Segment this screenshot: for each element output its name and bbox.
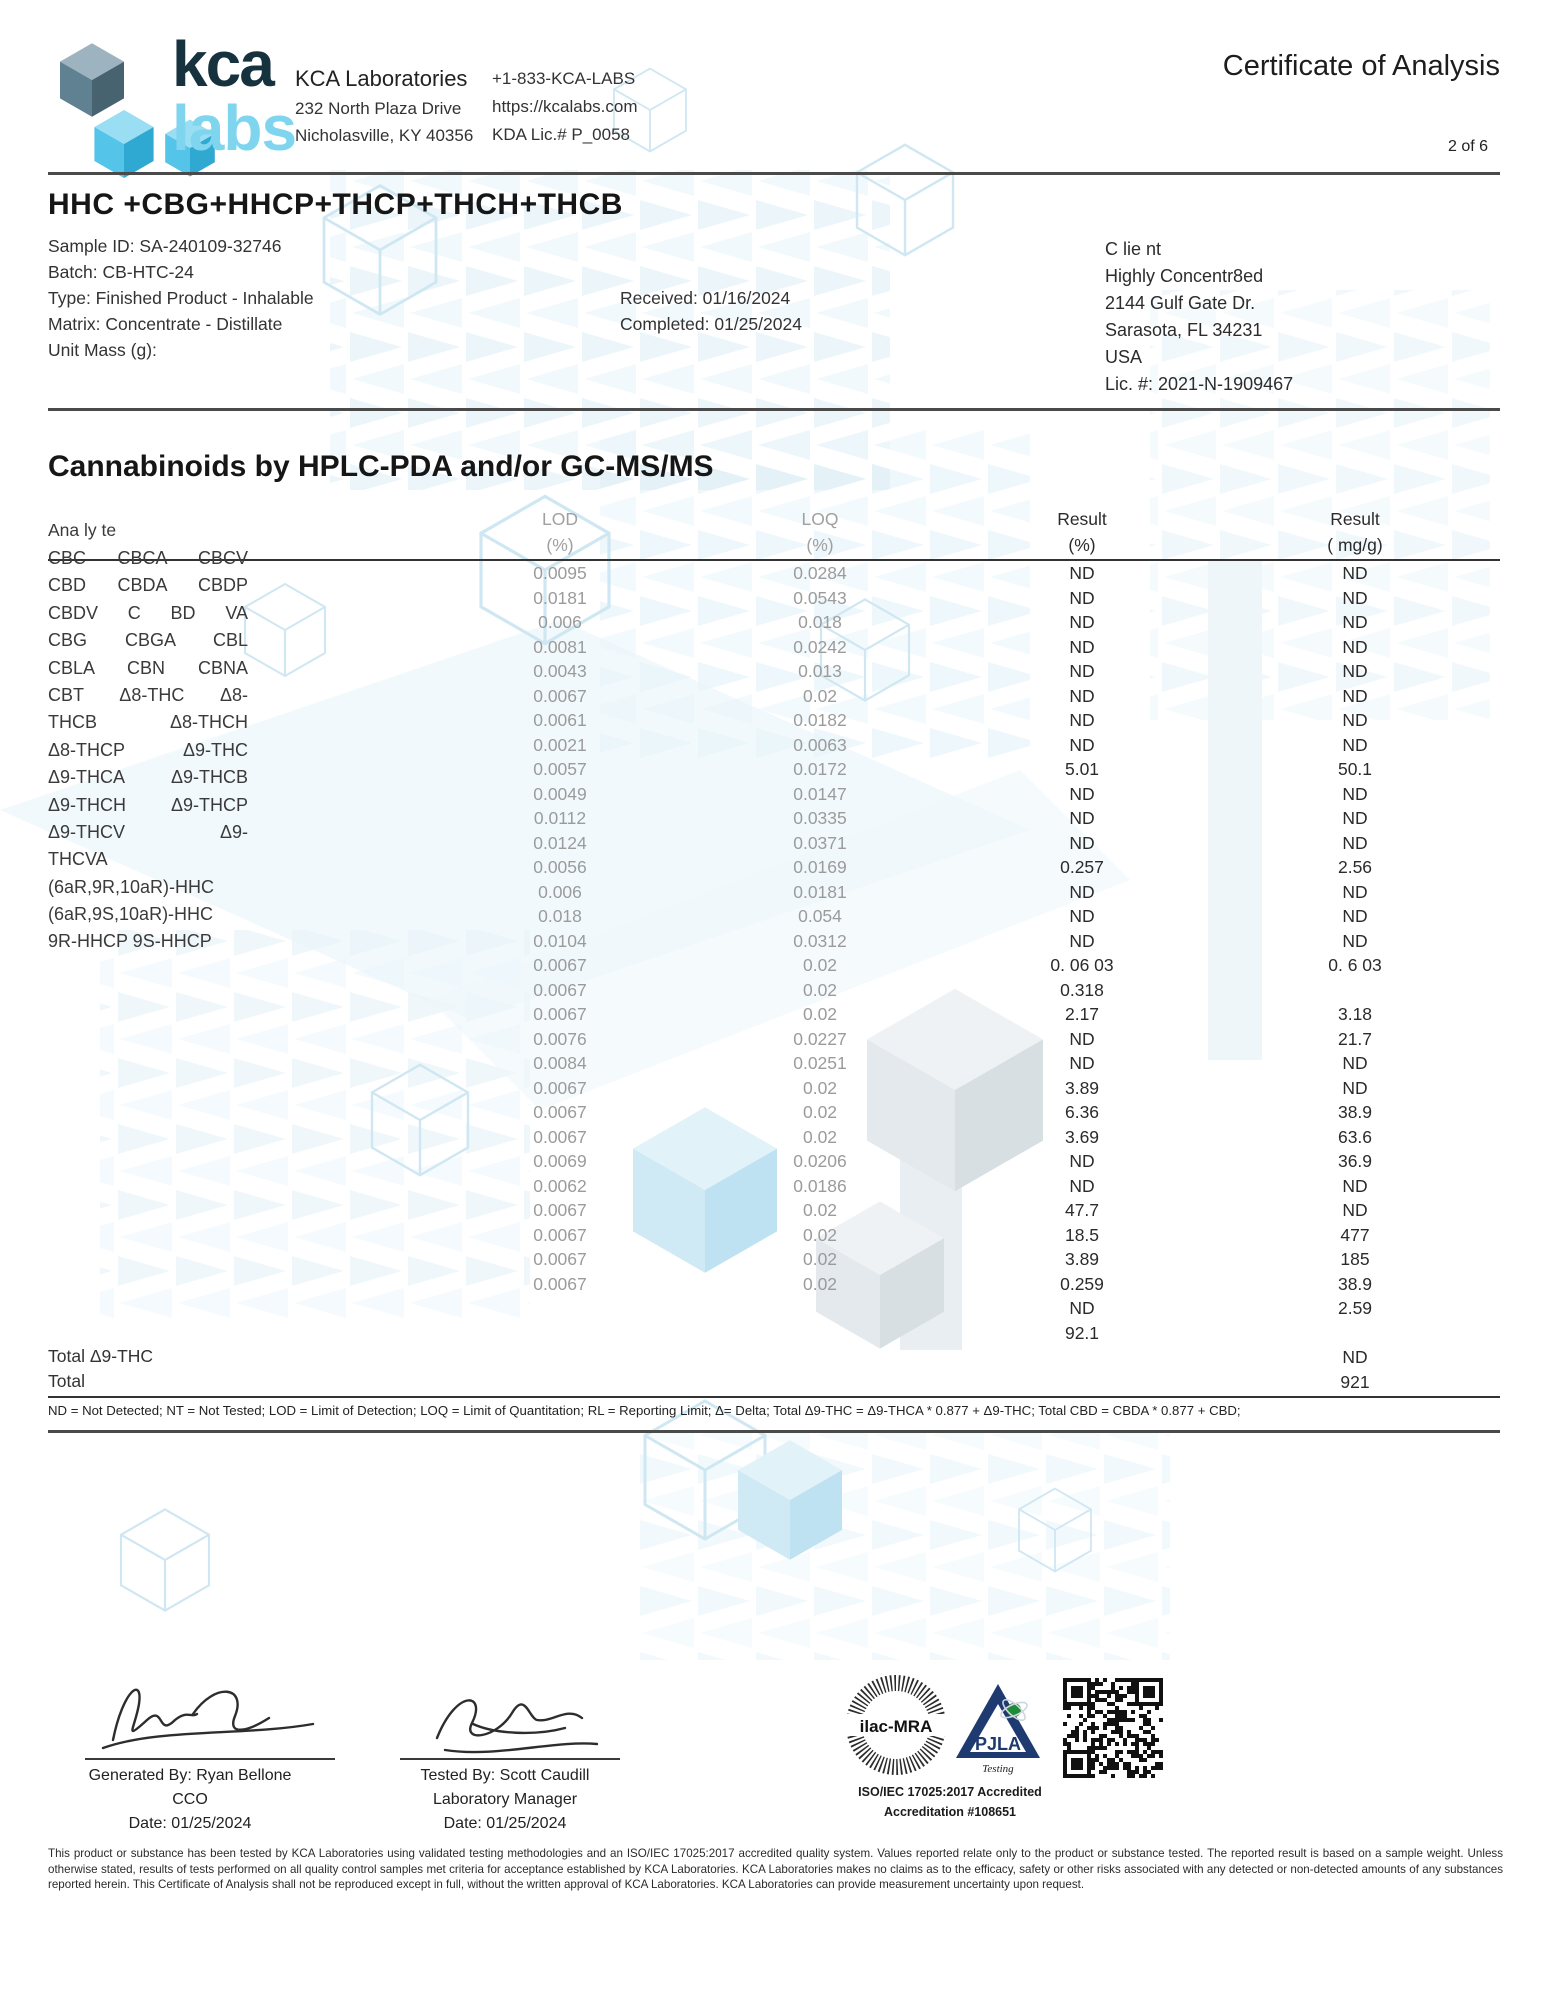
lab-website: https://kcalabs.com (492, 97, 638, 116)
logo-text-kca: kca (172, 28, 273, 100)
result-mgg-value (1285, 978, 1425, 1003)
result-mgg-value: ND (1342, 832, 1368, 853)
result-mgg-value: ND (1342, 808, 1368, 828)
lod-value: 0.0104 (533, 930, 587, 951)
result-pct-unit: (%) (1068, 535, 1096, 555)
loq-value: 0.0335 (793, 808, 847, 828)
client-address-2: Sarasota, FL 34231 (1105, 320, 1263, 340)
total-label: Total (48, 1371, 85, 1391)
result-pct-value: 18.5 (1064, 1224, 1100, 1245)
result-pct-value: 3.89 (1064, 1249, 1100, 1269)
result-mgg-value: ND (1342, 1077, 1368, 1098)
loq-value: 0.0169 (793, 857, 847, 877)
client-country: USA (1105, 347, 1143, 367)
lod-value: 0.0067 (533, 1004, 587, 1024)
result-pct-value: ND (1069, 783, 1095, 804)
loq-value: 0.0206 (793, 1151, 847, 1171)
analyte-line: CBD CBDA CBDP (48, 575, 248, 596)
ilac-mra-text: ilac-MRA (859, 1717, 933, 1736)
pjla-sub-text: Testing (982, 1763, 1014, 1775)
lod-value: 0.0043 (533, 661, 587, 681)
lab-phone: +1-833-KCA-LABS (492, 69, 636, 88)
lod-value: 0.0067 (533, 955, 587, 975)
result-pct-value: 0.318 (1060, 979, 1104, 1000)
result-mgg-value: 2.59 (1337, 1298, 1373, 1318)
result-pct-value: ND (1069, 734, 1095, 755)
section-title: Cannabinoids by HPLC-PDA and/or GC-MS/MS (48, 450, 714, 483)
sample-type: Type: Finished Product - Inhalable (48, 288, 314, 308)
result-pct-value: 0. 06 03 (1050, 955, 1114, 975)
generated-by-signature-line (85, 1758, 335, 1760)
loq-value: 0.0147 (793, 783, 847, 804)
lod-value: 0.0067 (533, 685, 587, 706)
lod-value: 0.0067 (533, 1249, 587, 1269)
result-pct-value: ND (1069, 710, 1095, 730)
loq-value: 0.0543 (793, 587, 847, 608)
lod-unit: (%) (546, 535, 574, 555)
result-pct-value: 3.69 (1064, 1126, 1100, 1147)
loq-value: 0.0182 (793, 710, 847, 730)
loq-value: 0.0186 (793, 1175, 847, 1196)
loq-value: 0.0371 (793, 832, 847, 853)
result-pct-value: ND (1069, 636, 1095, 657)
lod-value: 0.0062 (533, 1175, 587, 1196)
total-d9-thc-label: Total Δ9-THC (48, 1346, 154, 1366)
result-pct-value: ND (1069, 930, 1095, 951)
lab-address-1: 232 North Plaza Drive (295, 99, 462, 118)
result-pct-value: 3.89 (1064, 1077, 1100, 1098)
lod-value (500, 1370, 620, 1395)
lod-value (500, 1296, 620, 1321)
result-mgg-label: Result (1330, 509, 1380, 529)
loq-label: LOQ (801, 509, 839, 529)
result-pct-value: 47.7 (1064, 1200, 1100, 1220)
lod-value: 0.0056 (533, 857, 587, 877)
result-pct-value: 5.01 (1064, 759, 1100, 779)
client-address-1: 2144 Gulf Gate Dr. (1105, 293, 1256, 313)
loq-value: 0.02 (802, 1249, 838, 1269)
lod-value: 0.018 (538, 906, 582, 926)
sample-id: Sample ID: SA-240109-32746 (48, 236, 282, 256)
analyte-line: (6aR,9S,10aR)-HHC (48, 904, 214, 925)
column-header-result-mgg (1285, 506, 1425, 558)
loq-value: 0.02 (802, 1224, 838, 1245)
loq-value: 0.02 (802, 1077, 838, 1098)
result-pct-column (1012, 561, 1152, 1394)
column-header-lod (500, 506, 620, 558)
lod-value: 0.0057 (533, 759, 587, 779)
lod-value: 0.0067 (533, 979, 587, 1000)
result-pct-label: Result (1057, 509, 1107, 529)
client-name: Highly Concentr8ed (1105, 266, 1264, 286)
result-pct-value: ND (1069, 1053, 1095, 1073)
generated-by-date: Date: 01/25/2024 (128, 1815, 252, 1832)
client-label: C lie nt (1105, 239, 1162, 259)
result-pct-value: ND (1069, 685, 1095, 706)
result-mgg-value: ND (1342, 636, 1368, 657)
lab-name: KCA Laboratories (295, 66, 468, 91)
result-mgg-value: ND (1342, 612, 1368, 632)
result-mgg-value: ND (1342, 1175, 1368, 1196)
analyte-line: CBLA CBN CBNA (48, 657, 248, 678)
analyte-line: CBC CBCA CBCV (48, 548, 248, 568)
result-mgg-value: ND (1342, 930, 1368, 951)
qr-code (1063, 1678, 1163, 1778)
lab-address-2: Nicholasville, KY 40356 (295, 126, 474, 145)
loq-value: 0.0242 (793, 636, 847, 657)
analyte-line: THCVA (48, 849, 108, 870)
loq-value: 0.02 (802, 1004, 838, 1024)
analyte-line: (6aR,9R,10aR)-HHC (48, 876, 215, 897)
loq-value (760, 1296, 880, 1321)
loq-value: 0.0181 (793, 881, 847, 902)
lod-value: 0.0067 (533, 1224, 587, 1245)
tested-by-signature (415, 1678, 615, 1763)
result-mgg-value: 3.18 (1337, 1004, 1373, 1024)
result-mgg-value: ND (1342, 685, 1368, 706)
analyte-line: Δ9-THCV Δ9- (48, 821, 248, 842)
result-pct-value (1012, 1345, 1152, 1370)
analyte-line: CBT Δ8-THC Δ8- (48, 684, 248, 705)
header-divider (48, 172, 1500, 175)
sample-batch: Batch: CB-HTC-24 (48, 262, 194, 282)
result-mgg-value: 2.56 (1337, 857, 1373, 877)
result-mgg-value: 50.1 (1337, 759, 1373, 779)
sample-unit-mass: Unit Mass (g): (48, 340, 157, 360)
tested-by-name: Tested By: Scott Caudill (420, 1767, 590, 1784)
generated-by-title: CCO (172, 1791, 208, 1808)
column-header-analyte: Ana ly te (48, 520, 117, 540)
result-pct-value: ND (1069, 612, 1095, 632)
lod-value: 0.0067 (533, 1200, 587, 1220)
kda-license: KDA Lic.# P_0058 (492, 125, 630, 144)
result-mgg-value: 38.9 (1337, 1273, 1373, 1294)
loq-value: 0.0227 (793, 1028, 847, 1049)
lod-value: 0.0112 (533, 808, 587, 828)
logo-text-labs: labs (172, 92, 297, 164)
lod-value: 0.0081 (533, 636, 587, 657)
result-mgg-value: ND (1342, 1053, 1368, 1073)
result-mgg-value: 63.6 (1337, 1126, 1373, 1147)
loq-value: 0.02 (802, 955, 838, 975)
result-pct-value: ND (1069, 1298, 1095, 1318)
loq-value: 0.0063 (793, 734, 847, 755)
result-pct-value: 6.36 (1064, 1102, 1100, 1122)
lod-value: 0.0124 (533, 832, 587, 853)
result-mgg-value: ND (1342, 1347, 1368, 1367)
lod-column (500, 561, 620, 1394)
loq-value: 0.0251 (793, 1053, 847, 1073)
loq-value: 0.02 (802, 1102, 838, 1122)
loq-column (760, 561, 880, 1394)
column-header-result-pct (1012, 506, 1152, 558)
result-mgg-value: ND (1342, 734, 1368, 755)
result-pct-value: ND (1069, 1151, 1095, 1171)
result-mgg-value: ND (1342, 906, 1368, 926)
result-pct-value: 2.17 (1064, 1004, 1100, 1024)
result-mgg-value: 477 (1340, 1224, 1370, 1245)
pjla-logo (952, 1680, 1044, 1780)
table-footnote: ND = Not Detected; NT = Not Tested; LOD = Limit of Detection; LOQ = Limit of Quantitation; RL = Reporting Limit; Δ= Delta; Total Δ9-THC = Δ9-THCA * 0.877 + Δ9-THC; Total CBD = CBDA * 0.877 + CBD; (48, 1403, 1241, 1418)
sample-matrix: Matrix: Concentrate - Distillate (48, 314, 283, 334)
result-pct-value: ND (1069, 808, 1095, 828)
lod-value: 0.0067 (533, 1102, 587, 1122)
footnote-bottom-divider (48, 1430, 1500, 1433)
analyte-line: CBG CBGA CBL (48, 630, 248, 651)
lod-value: 0.006 (538, 881, 582, 902)
loq-value (760, 1370, 880, 1395)
column-header-loq (760, 506, 880, 558)
lod-value: 0.0061 (533, 710, 587, 730)
loq-value: 0.02 (802, 1200, 838, 1220)
lod-value: 0.006 (538, 612, 582, 632)
result-mgg-value (1285, 1321, 1425, 1346)
result-mgg-value: 185 (1340, 1249, 1370, 1269)
pjla-text: PJLA (974, 1734, 1022, 1754)
analyte-list (48, 545, 248, 956)
lod-value: 0.0049 (533, 783, 587, 804)
analyte-line: Δ9-THCA Δ9-THCB (48, 767, 248, 788)
lod-label: LOD (542, 509, 578, 529)
loq-value: 0.02 (802, 1273, 838, 1294)
result-mgg-value: 38.9 (1337, 1102, 1373, 1122)
result-mgg-value: 21.7 (1337, 1028, 1373, 1049)
loq-value: 0.0172 (793, 759, 847, 779)
loq-value: 0.0284 (793, 563, 847, 583)
legal-disclaimer: This product or substance has been tested by KCA Laboratories using validated testing methodologies and an ISO/IEC 17025:2017 accredited quality system. Values reported relate only to the product or substance tested. The reported result is based on a sample weight. Unless otherwise stated, results of tests performed on all quality control samples met criteria for acceptance established by KCA Laboratories. KCA Laboratories makes no claims as to the efficacy, safety or other risks associated with any detected or non-detected amounts of any substances reported herein. This Certificate of Analysis shall not be reproduced except in full, without the written approval of KCA Laboratories. KCA Laboratories can provide measurement uncertainty upon request. (48, 1847, 1503, 1892)
lod-value: 0.0067 (533, 1273, 587, 1294)
loq-value (760, 1321, 880, 1346)
result-pct-value (1012, 1370, 1152, 1395)
received-date: Received: 01/16/2024 (620, 288, 791, 308)
ilac-mra-logo (843, 1672, 949, 1778)
lod-value: 0.0181 (533, 587, 587, 608)
loq-unit: (%) (806, 535, 834, 555)
result-mgg-value: 921 (1340, 1371, 1370, 1392)
result-mgg-value: ND (1342, 563, 1368, 583)
generated-by-name: Generated By: Ryan Bellone (88, 1767, 292, 1784)
loq-value: 0.02 (802, 979, 838, 1000)
lod-value (500, 1321, 620, 1346)
result-mgg-unit: ( mg/g) (1327, 535, 1383, 555)
result-pct-value: ND (1069, 1028, 1095, 1049)
analyte-line: THCB Δ8-THCH (48, 712, 248, 733)
tested-by-signature-line (400, 1758, 620, 1760)
sample-divider (48, 408, 1500, 411)
lod-value: 0.0021 (533, 734, 587, 755)
result-pct-value: 0.259 (1060, 1273, 1104, 1294)
analyte-line: 9R-HHCP 9S-HHCP (48, 931, 212, 952)
result-pct-value: ND (1069, 1175, 1095, 1196)
result-mgg-value: ND (1342, 661, 1368, 681)
sample-title: HHC +CBG+HHCP+THCP+THCH+THCB (48, 188, 623, 221)
result-pct-value: ND (1069, 587, 1095, 608)
result-pct-value: ND (1069, 563, 1095, 583)
result-mgg-value: ND (1342, 587, 1368, 608)
accreditation-line-2: Accreditation #108651 (883, 1805, 1016, 1819)
lod-value: 0.0076 (533, 1028, 587, 1049)
loq-value: 0.054 (798, 906, 842, 926)
result-mgg-value: 0. 6 03 (1328, 955, 1382, 975)
result-mgg-value: ND (1342, 1200, 1368, 1220)
lod-value: 0.0067 (533, 1077, 587, 1098)
loq-value: 0.02 (802, 1126, 838, 1147)
result-pct-value: ND (1069, 661, 1095, 681)
result-pct-value: ND (1069, 881, 1095, 902)
result-pct-value: ND (1069, 832, 1095, 853)
result-mgg-column (1285, 561, 1425, 1394)
result-pct-value: ND (1069, 906, 1095, 926)
tested-by-title: Laboratory Manager (432, 1791, 578, 1808)
document-title: Certificate of Analysis (1222, 50, 1500, 82)
loq-value: 0.018 (798, 612, 842, 632)
analyte-line: Δ8-THCP Δ9-THC (48, 739, 248, 760)
loq-value: 0.02 (802, 685, 838, 706)
lod-value: 0.0095 (533, 563, 587, 583)
lod-value: 0.0084 (533, 1053, 587, 1073)
result-mgg-value: ND (1342, 881, 1368, 902)
analyte-line: Δ9-THCH Δ9-THCP (48, 794, 248, 815)
lod-value (500, 1345, 620, 1370)
analyte-line: CBDV C BD VA (48, 602, 248, 623)
completed-date: Completed: 01/25/2024 (620, 314, 802, 334)
result-mgg-value: ND (1342, 783, 1368, 804)
generated-by-signature (95, 1668, 325, 1758)
loq-value: 0.0312 (793, 930, 847, 951)
result-pct-value: 92.1 (1064, 1322, 1100, 1343)
loq-value: 0.013 (798, 661, 842, 681)
client-license: Lic. #: 2021-N-1909467 (1105, 374, 1294, 394)
lod-value: 0.0069 (533, 1151, 587, 1171)
footnote-top-divider (48, 1396, 1500, 1398)
result-mgg-value: ND (1342, 710, 1368, 730)
accreditation-line-1: ISO/IEC 17025:2017 Accredited (858, 1785, 1042, 1799)
page-number: 2 of 6 (1447, 138, 1488, 155)
loq-value (760, 1345, 880, 1370)
tested-by-date: Date: 01/25/2024 (443, 1815, 567, 1832)
result-mgg-value: 36.9 (1337, 1151, 1373, 1171)
result-pct-value: 0.257 (1060, 857, 1104, 877)
lod-value: 0.0067 (533, 1126, 587, 1147)
